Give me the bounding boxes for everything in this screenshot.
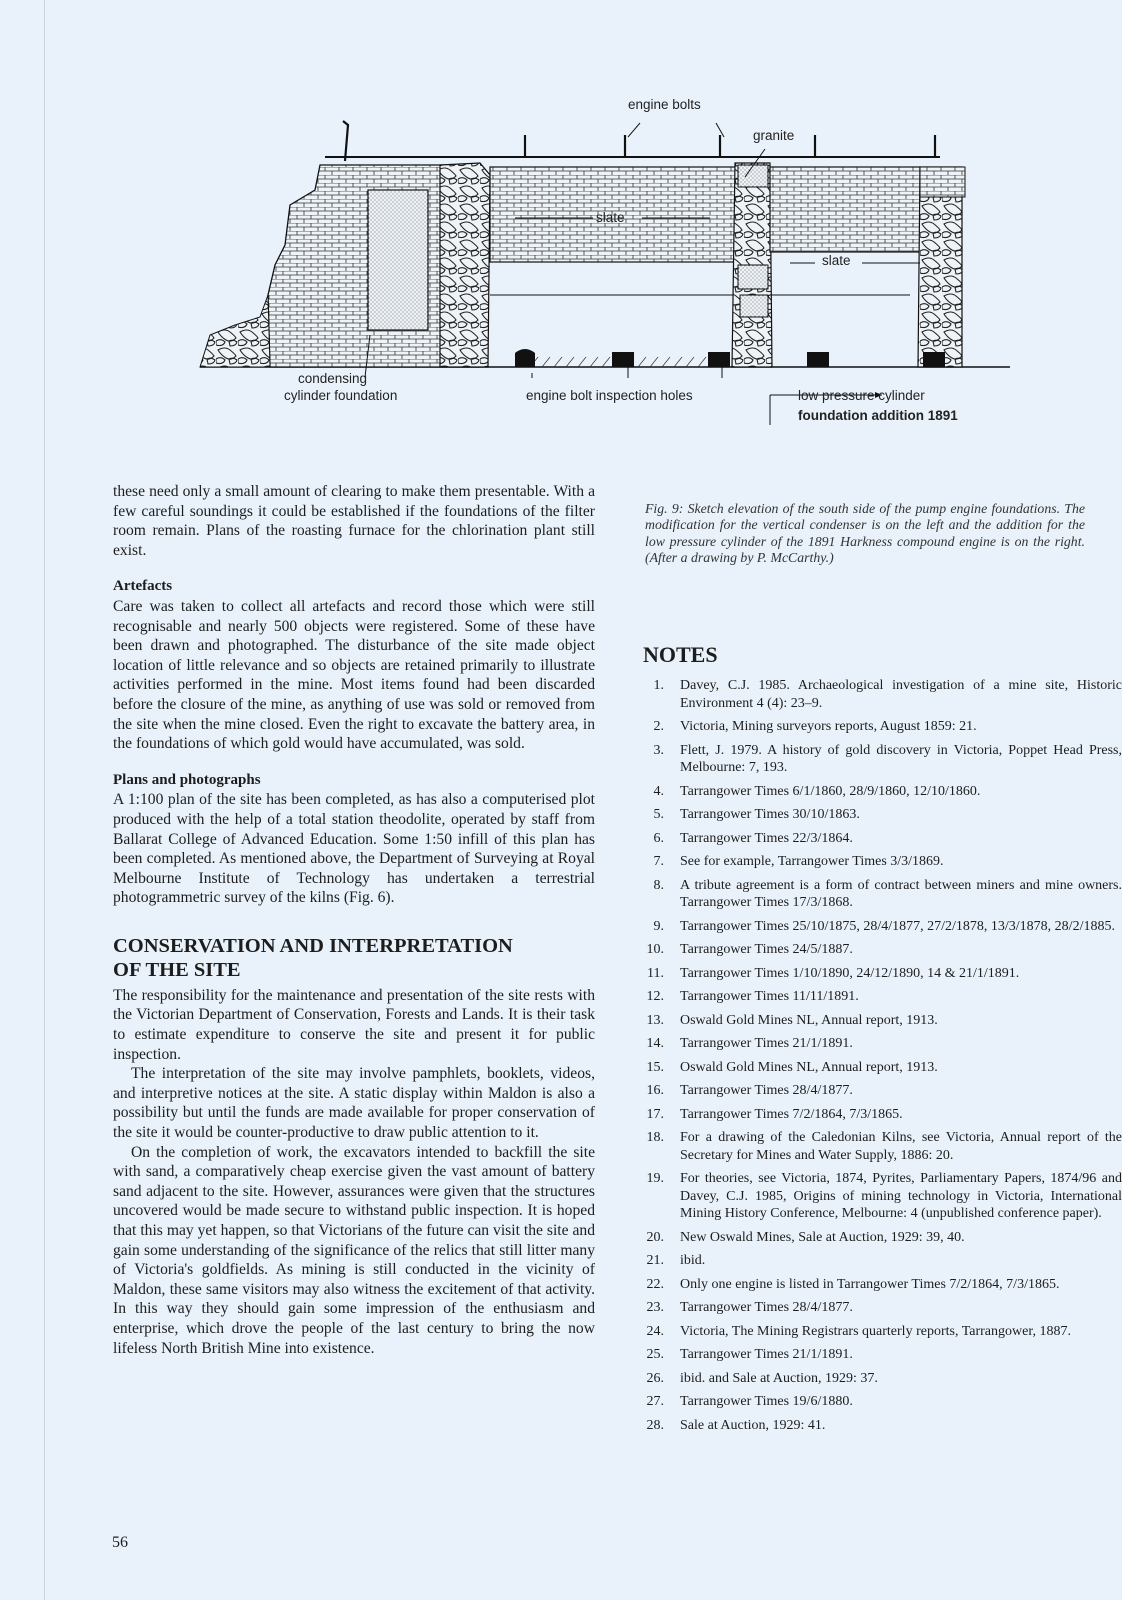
note-text: Tarrangower Times 6/1/1860, 28/9/1860, 12/10/1860.: [680, 783, 981, 799]
note-text: Tarrangower Times 11/11/1891.: [680, 989, 859, 1004]
artefacts-paragraph: Care was taken to collect all artefacts and record those which were still recognisable and nearly 500 objects were registered. Some of these have been drawn and photographed. The disturbance of the site made object location of little relevance and so objects are retained primarily to illustrate activities performed in the mine. Most items found had been discarded before the closure of the mine, as anything of use was sold or removed from the site when the mine closed. Even the right to excavate the battery area, in the foundations of which gold would have accumulated, was sold.: [113, 597, 595, 753]
note-number: 1.: [653, 678, 664, 693]
note-number: 25.: [646, 1347, 664, 1362]
note-item: [640, 1417, 1122, 1435]
note-item: [640, 965, 1122, 983]
note-number: 15.: [646, 1059, 664, 1075]
note-text: Oswald Gold Mines NL, Annual report, 1913.: [680, 1059, 938, 1075]
note-item: [640, 1346, 1122, 1364]
note-number: 18.: [646, 1130, 664, 1145]
label-inspection-holes: engine bolt inspection holes: [526, 388, 693, 403]
label-low-pressure: low pressure cylinder: [798, 388, 925, 403]
note-number: 3.: [653, 742, 664, 758]
note-item: [640, 941, 1122, 959]
note-number: 5.: [653, 807, 664, 822]
note-number: 27.: [646, 1394, 664, 1409]
plans-paragraph: A 1:100 plan of the site has been completed, as has also a computerised plot produced with the help of a total station theodolite, operated by staff from Ballarat College of Advanced Education. Some 1:50 infill of this plan has been completed. As mentioned above, the Department of Surveying at Royal Melbourne Institute of Technology has undertaken a terrestrial photogrammetric survey of the kilns (Fig. 6).: [113, 791, 595, 907]
page-edge-line: [44, 0, 45, 1600]
note-text: Victoria, The Mining Registrars quarterly reports, Tarrangower, 1887.: [680, 1323, 1071, 1339]
note-text: Tarrangower Times 21/1/1891.: [680, 1036, 853, 1051]
note-number: 8.: [653, 877, 664, 893]
note-item: [640, 1035, 1122, 1053]
note-text: Tarrangower Times 1/10/1890, 24/12/1890, 14 & 21/1/1891.: [680, 965, 1020, 981]
note-text: ibid.: [680, 1253, 706, 1268]
label-addition-1891: foundation addition 1891: [798, 408, 958, 423]
label-slate-top: slate: [596, 210, 625, 225]
note-item: [640, 1323, 1122, 1341]
note-number: 9.: [653, 918, 664, 934]
note-item: [640, 1106, 1122, 1124]
note-number: 4.: [653, 783, 664, 799]
note-item: [640, 988, 1122, 1006]
conservation-paragraph-2: The interpretation of the site may involve pamphlets, booklets, videos, and interpretive notices at the site. A static display within Maldon is also a possibility but until the funds are made available for proper conservation of the site it would be counter-productive to draw public attention to it.: [113, 1065, 595, 1142]
note-item: [640, 742, 1122, 777]
note-item: [640, 783, 1122, 801]
conservation-paragraph-1: The responsibility for the maintenance and presentation of the site rests with the Victorian Department of Conservation, Forests and Lands. It is their task to estimate expenditure to conserve the site and present it for public inspection.: [113, 986, 595, 1063]
conservation-heading-line-2: OF THE SITE: [113, 958, 241, 981]
note-number: 21.: [646, 1253, 664, 1268]
notes-heading: NOTES: [643, 642, 718, 667]
note-number: 20.: [646, 1229, 664, 1245]
note-text: Only one engine is listed in Tarrangower Times 7/2/1864, 7/3/1865.: [680, 1276, 1060, 1292]
notes-list: [640, 677, 1122, 1440]
intro-paragraph: these need only a small amount of clearing to make them presentable. With a few careful soundings it could be established if the foundations of the filter room remain. Plans of the roasting furnace for the chlorination plant still exist.: [113, 483, 595, 559]
conservation-paragraph-3: On the completion of work, the excavators intended to backfill the site with sand, a comparatively cheap exercise given the vast amount of battery sand adjacent to the site. However, assurances were given that the structures uncovered would be made secure to withstand public inspection. It is hoped that this may yet happen, so that Victorians of the future can visit the site and gain some understanding of the significance of the relics that still litter many of Victoria's goldfields. As mining is still conducted in the vicinity of Maldon, these same visitors may also witness the excitement of that activity. In this way they should gain some impression of the enthusiasm and enterprise, which drove the people of the last century to bring the now lifeless North British Mine into existence.: [113, 1143, 595, 1357]
note-item: [640, 1370, 1122, 1388]
note-number: 16.: [646, 1083, 664, 1098]
note-number: 11.: [647, 965, 664, 981]
conservation-heading: [113, 934, 595, 982]
note-text: New Oswald Mines, Sale at Auction, 1929: 39, 40.: [680, 1229, 965, 1245]
figure-caption: Fig. 9: Sketch elevation of the south side of the pump engine foundations. The modification for the vertical condenser is on the left and the addition for the low pressure cylinder of the 1891 Harkness compound engine is on the right. (After a drawing by P. McCarthy.): [645, 500, 1085, 566]
note-text: Tarrangower Times 21/1/1891.: [680, 1347, 853, 1362]
note-number: 10.: [646, 942, 664, 957]
note-text: Davey, C.J. 1985. Archaeological investigation of a mine site, Historic Environment 4 (4): 23–9.: [680, 678, 1122, 711]
note-item: [640, 718, 1122, 736]
note-item: [640, 806, 1122, 824]
note-item: [640, 853, 1122, 871]
note-text: Tarrangower Times 7/2/1864, 7/3/1865.: [680, 1106, 903, 1122]
note-text: ibid. and Sale at Auction, 1929: 37.: [680, 1370, 878, 1386]
note-item: [640, 1059, 1122, 1077]
note-text: Tarrangower Times 24/5/1887.: [680, 942, 853, 957]
foundation-sketch-figure: [150, 95, 1010, 440]
note-text: For theories, see Victoria, 1874, Pyrites, Parliamentary Papers, 1874/96 and Davey, C.J. 1985, Origins of mining technology in Victoria, International Mining History Conference, Melbourne: 4 (unpublished conference paper).: [680, 1171, 1122, 1221]
note-item: [640, 1012, 1122, 1030]
note-text: Oswald Gold Mines NL, Annual report, 1913.: [680, 1012, 938, 1028]
note-text: Tarrangower Times 30/10/1863.: [680, 807, 860, 822]
note-text: Tarrangower Times 19/6/1880.: [680, 1394, 853, 1409]
note-number: 26.: [646, 1370, 664, 1386]
note-item: [640, 877, 1122, 912]
label-granite: granite: [753, 128, 795, 143]
note-text: Sale at Auction, 1929: 41.: [680, 1417, 826, 1433]
note-number: 17.: [646, 1106, 664, 1122]
note-number: 12.: [646, 989, 664, 1004]
note-text: Tarrangower Times 28/4/1877.: [680, 1300, 853, 1315]
note-item: [640, 1299, 1122, 1317]
note-number: 19.: [646, 1171, 664, 1186]
label-condensing: condensing: [298, 371, 368, 386]
note-item: [640, 1082, 1122, 1100]
artefacts-heading: Artefacts: [113, 578, 173, 595]
note-text: Victoria, Mining surveyors reports, August 1859: 21.: [680, 719, 977, 734]
note-text: For a drawing of the Caledonian Kilns, see Victoria, Annual report of the Secretary for Mines and Water Supply, 1886: 20.: [680, 1130, 1122, 1163]
note-text: Flett, J. 1979. A history of gold discovery in Victoria, Poppet Head Press, Melbourne: 7, 193.: [680, 742, 1122, 775]
left-column: [113, 482, 595, 1358]
note-number: 2.: [653, 719, 664, 734]
note-number: 22.: [646, 1276, 664, 1292]
conservation-heading-line-1: CONSERVATION AND INTERPRETATION: [113, 934, 513, 957]
note-item: [640, 1276, 1122, 1294]
label-engine-bolts: engine bolts: [628, 97, 701, 112]
note-item: [640, 918, 1122, 936]
label-slate-right: slate: [822, 253, 851, 268]
note-text: See for example, Tarrangower Times 3/3/1869.: [680, 854, 944, 869]
page-number: 56: [112, 1534, 128, 1551]
note-item: [640, 1252, 1122, 1270]
note-number: 14.: [646, 1036, 664, 1051]
note-number: 6.: [653, 830, 664, 846]
note-number: 24.: [646, 1323, 664, 1339]
note-text: Tarrangower Times 25/10/1875, 28/4/1877, 27/2/1878, 13/3/1878, 28/2/1885.: [680, 918, 1115, 934]
note-item: [640, 677, 1122, 712]
note-item: [640, 830, 1122, 848]
note-item: [640, 1229, 1122, 1247]
note-number: 28.: [646, 1417, 664, 1433]
label-cylinder-foundation: cylinder foundation: [284, 388, 398, 403]
note-text: Tarrangower Times 28/4/1877.: [680, 1083, 853, 1098]
note-number: 7.: [653, 854, 664, 869]
note-item: [640, 1170, 1122, 1223]
note-text: Tarrangower Times 22/3/1864.: [680, 830, 853, 846]
note-text: A tribute agreement is a form of contract between miners and mine owners. Tarrangower Times 17/3/1868.: [680, 877, 1122, 910]
plans-heading: Plans and photographs: [113, 771, 261, 788]
note-number: 13.: [646, 1012, 664, 1028]
note-item: [640, 1129, 1122, 1164]
note-number: 23.: [646, 1300, 664, 1315]
note-item: [640, 1393, 1122, 1411]
